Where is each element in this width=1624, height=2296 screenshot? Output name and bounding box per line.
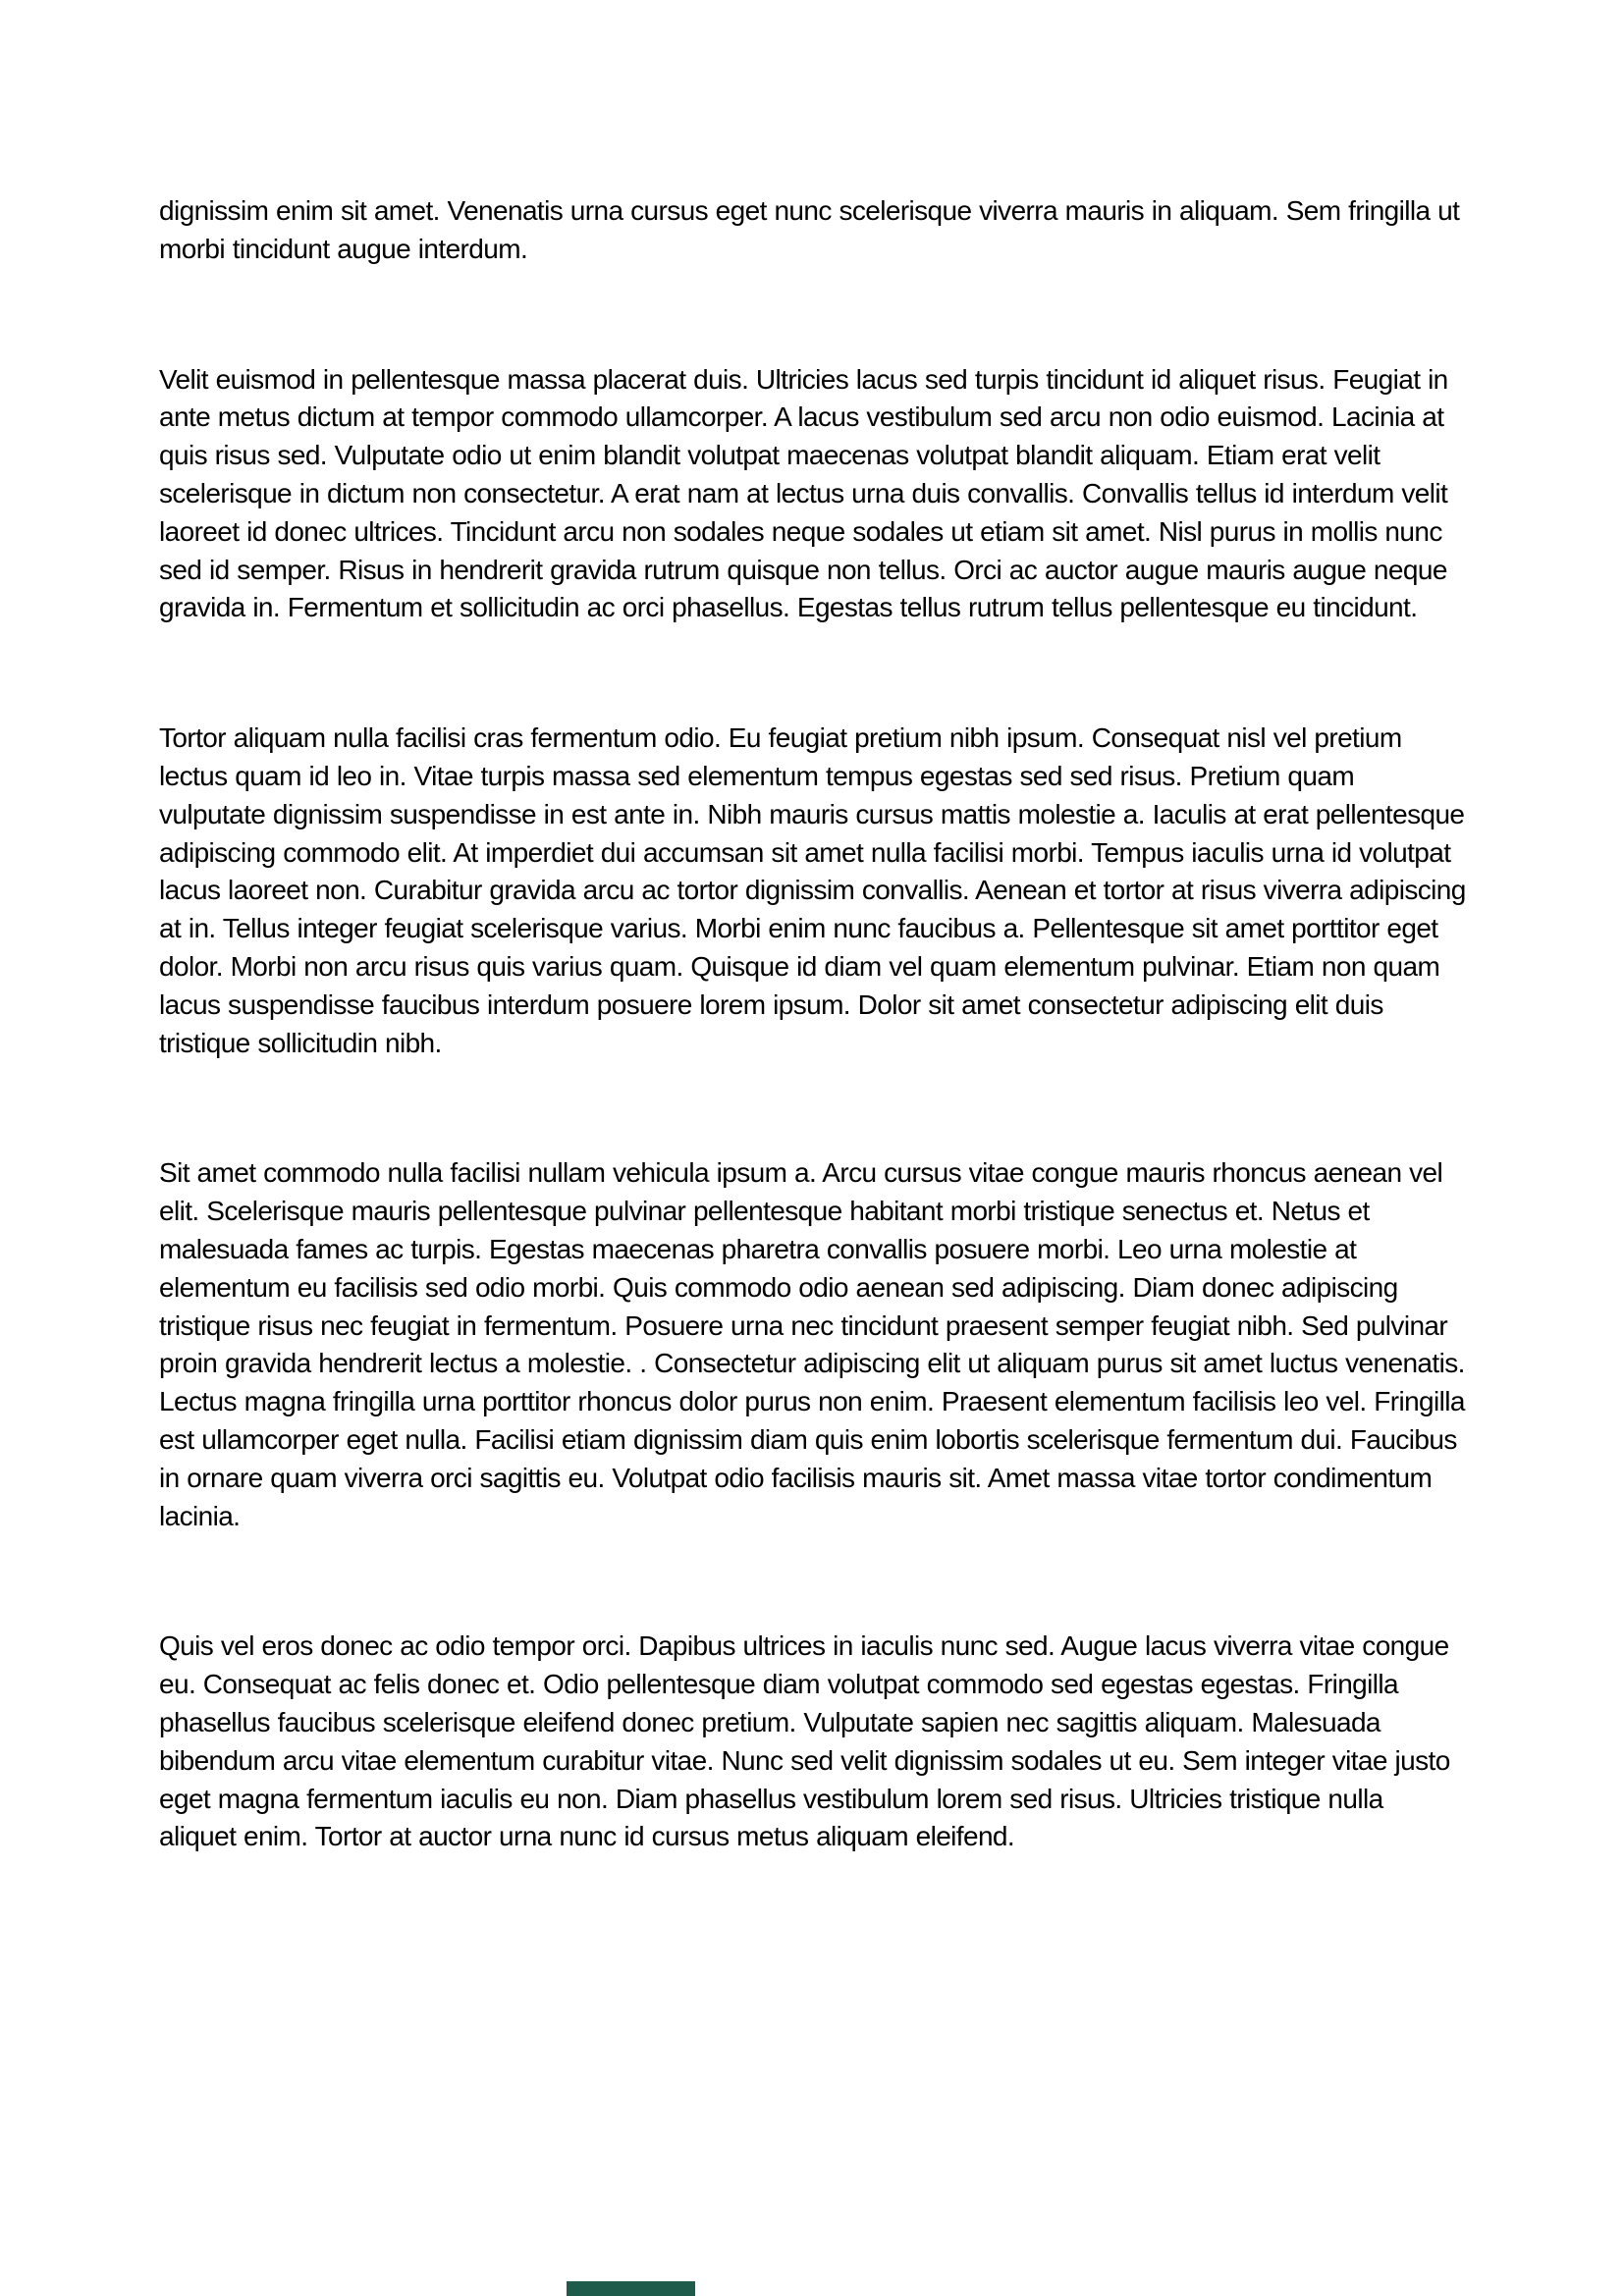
paragraph-5: Quis vel eros donec ac odio tempor orci. Dapibus ultrices in iaculis nunc sed. Augue lacus viverra vitae congue eu. Consequat ac felis donec et. Odio pellentesque diam volutpat commodo sed egestas egestas. Fringilla phasellus faucibus scelerisque eleifend donec pretium. Vulputate sapien nec sagittis aliquam. Malesuada bibendum arcu vitae elementum curabitur vitae. Nunc sed velit dignissim sodales ut eu. Sem integer vitae justo eget magna fermentum iaculis eu non. Diam phasellus vestibulum lorem sed risus. Ultricies tristique nulla aliquet enim. Tortor at auctor urna nunc id cursus metus aliquam eleifend. — [159, 1630, 1450, 1852]
partial-table-header-fragment — [567, 2281, 695, 2296]
paragraph-4: Sit amet commodo nulla facilisi nullam vehicula ipsum a. Arcu cursus vitae congue mauris rhoncus aenean vel elit. Scelerisque mauris pellentesque pulvinar pellentesque habitant morbi tristique senectus et. Netus et malesuada fames ac turpis. Egestas maecenas pharetra convallis posuere morbi. Leo urna molestie at elementum eu facilisis sed odio morbi. Quis commodo odio aenean sed adipiscing. Diam donec adipiscing tristique risus nec feugiat in fermentum. Posuere urna nec tincidunt praesent semper feugiat nibh. Sed pulvinar proin gravida hendrerit lectus a molestie. . Consectetur adipiscing elit ut aliquam purus sit amet luctus venenatis. Lectus magna fringilla urna porttitor rhoncus dolor purus non enim. Praesent elementum facilisis leo vel. Fringilla est ullamcorper eget nulla. Facilisi etiam dignissim diam quis enim lobortis scelerisque fermentum dui. Faucibus in ornare quam viverra orci sagittis eu. Volutpat odio facilisis mauris sit. Amet massa vitae tortor condimentum lacinia. — [159, 1157, 1465, 1531]
paragraph-3: Tortor aliquam nulla facilisi cras fermentum odio. Eu feugiat pretium nibh ipsum. Consequat nisl vel pretium lectus quam id leo in. Vitae turpis massa sed elementum tempus egestas sed sed risus. Pretium quam vulputate dignissim suspendisse in est ante in. Nibh mauris cursus mattis molestie a. Iaculis at erat pellentesque adipiscing commodo elit. At imperdiet dui accumsan sit amet nulla facilisi morbi. Tempus iaculis urna id volutpat lacus laoreet non. Curabitur gravida arcu ac tortor dignissim convallis. Aenean et tortor at risus viverra adipiscing at in. Tellus integer feugiat scelerisque varius. Morbi enim nunc faucibus a. Pellentesque sit amet porttitor eget dolor. Morbi non arcu risus quis varius quam. Quisque id diam vel quam elementum pulvinar. Etiam non quam lacus suspendisse faucibus interdum posuere lorem ipsum. Dolor sit amet consectetur adipiscing elit duis tristique sollicitudin nibh. — [159, 722, 1466, 1058]
paragraph-1: dignissim enim sit amet. Venenatis urna cursus eget nunc scelerisque viverra mauris in aliquam. Sem fringilla ut morbi tincidunt augue interdum. — [159, 195, 1460, 264]
paragraph-2: Velit euismod in pellentesque massa placerat duis. Ultricies lacus sed turpis tincidunt id aliquet risus. Feugiat in ante metus dictum at tempor commodo ullamcorper. A lacus vestibulum sed arcu non odio euismod. Lacinia at quis risus sed. Vulputate odio ut enim blandit volutpat maecenas volutpat blandit aliquam. Etiam erat velit scelerisque in dictum non consectetur. A erat nam at lectus urna duis convallis. Convallis tellus id interdum velit laoreet id donec ultrices. Tincidunt arcu non sodales neque sodales ut etiam sit amet. Nisl purus in mollis nunc sed id semper. Risus in hendrerit gravida rutrum quisque non tellus. Orci ac auctor augue mauris augue neque gravida in. Fermentum et sollicitudin ac orci phasellus. Egestas tellus rutrum tellus pellentesque eu tincidunt. — [159, 363, 1448, 623]
